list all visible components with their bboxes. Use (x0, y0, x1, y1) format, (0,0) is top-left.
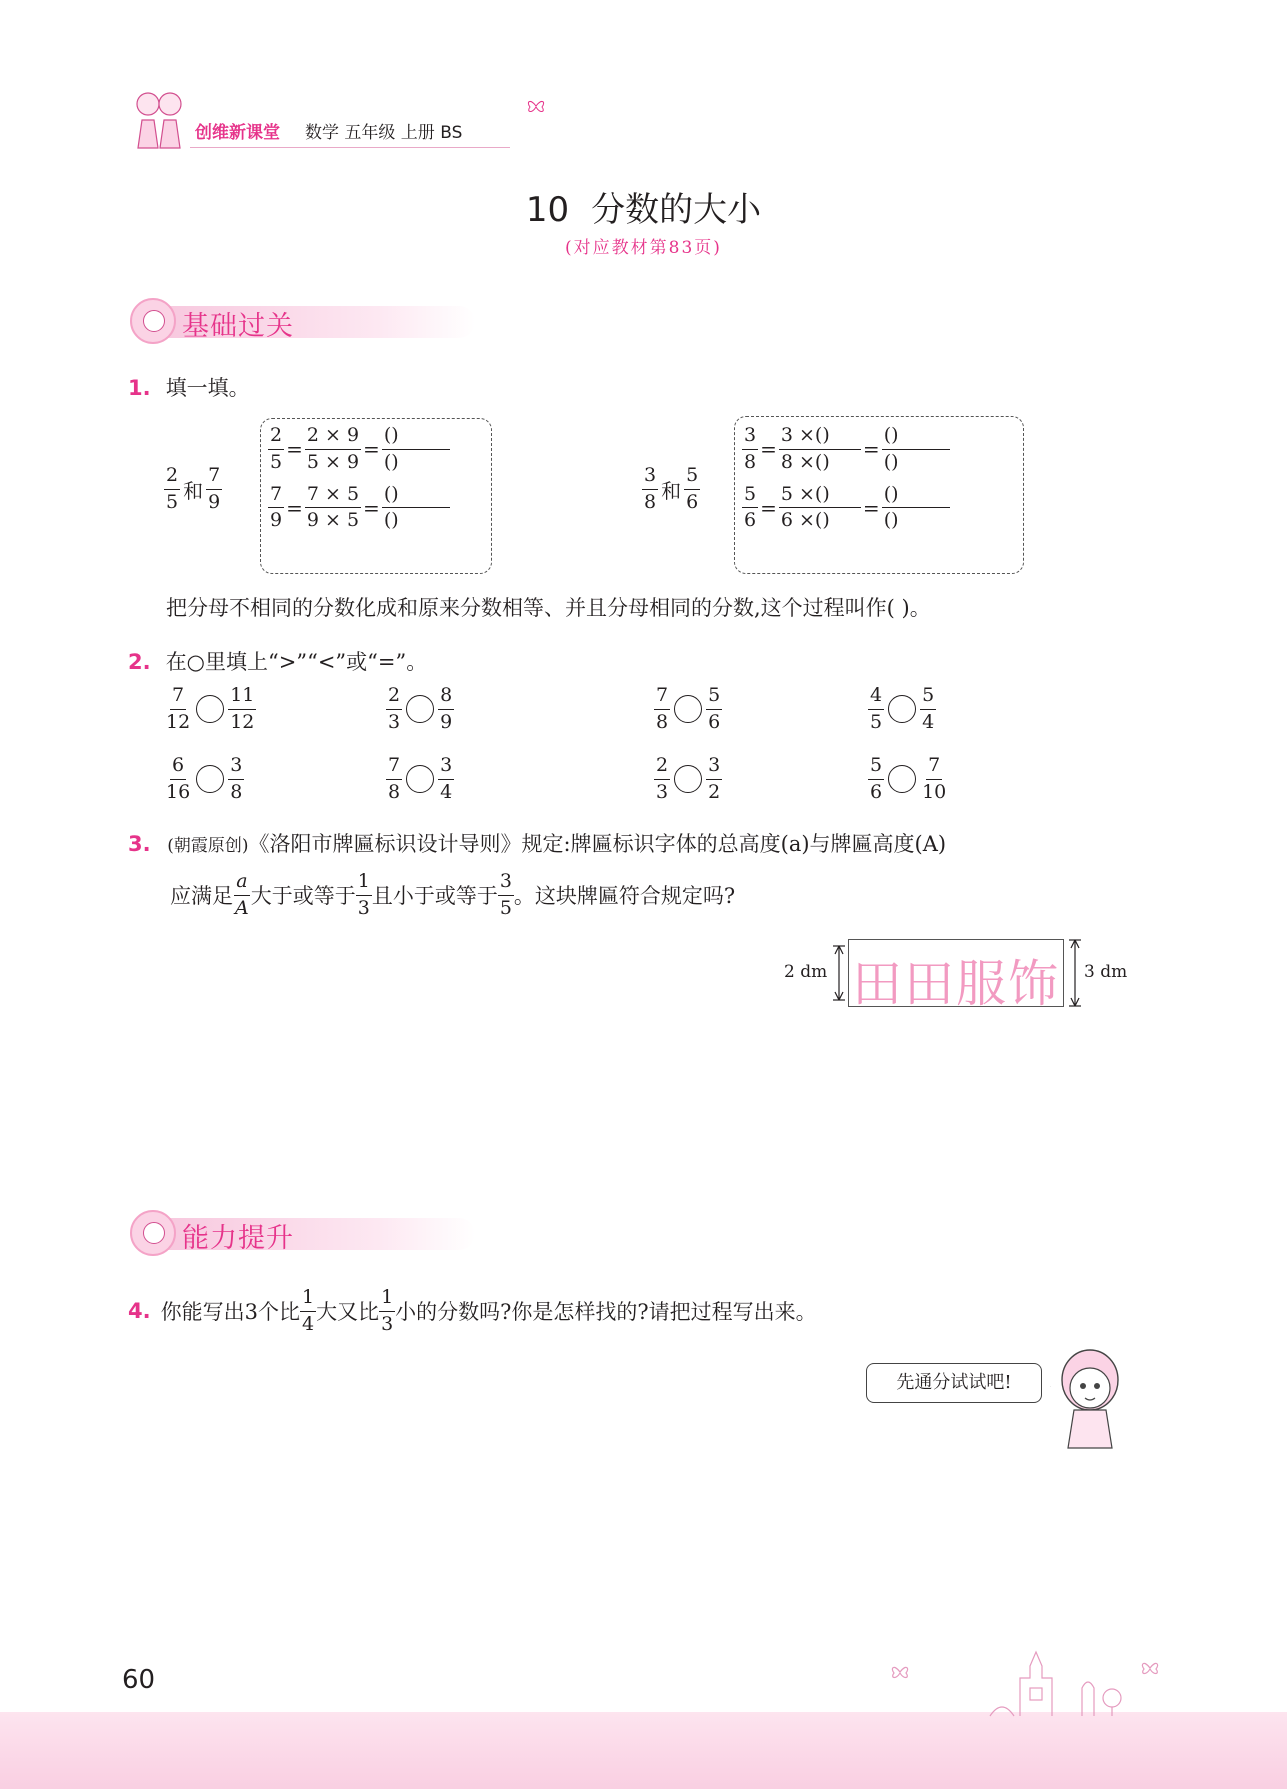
question-text: 《洛阳市牌匾标识设计导则》规定:牌匾标识字体的总高度(a)与牌匾高度(A) (248, 832, 947, 856)
lesson-title: 分数的大小 (591, 190, 762, 230)
answer-blank-fraction[interactable]: $\frac{5 \times()}{6 \times()}$ (779, 483, 861, 534)
fraction: $\frac{1}{4}$ (301, 1286, 315, 1335)
fraction: $\frac{7 \times 5}{9 \times 5}$ (306, 482, 360, 532)
fraction: $\frac{7}{10}$ (922, 754, 947, 803)
connector-word: 和 (183, 478, 204, 503)
connector-word: 和 (661, 478, 682, 503)
equation-row: $\frac{2}{5}$ = $\frac{2 \times 9}{5 \times 9}$ = $\frac{()}{()}$ (268, 424, 450, 475)
fraction: $\frac{7}{9}$ (270, 482, 283, 532)
question-number: 3. (128, 832, 151, 856)
fraction: $\frac{3}{5}$ (499, 870, 512, 919)
q1-right-pair (642, 464, 700, 515)
question-number: 2. (128, 650, 151, 674)
header-kids-illustration (128, 88, 190, 152)
fraction: $\frac{1}{3}$ (357, 870, 370, 919)
fraction: $\frac{6}{16}$ (166, 754, 191, 803)
answer-blank-fraction[interactable]: $\frac{()}{()}$ (382, 424, 450, 475)
q3-condition-line: 应满足 $\frac{a}{A}$ 大于或等于 $\frac{1}{3}$ 且小于或等于 $\frac{3}{5}$ 。这块牌匾符合规定吗? (170, 870, 736, 919)
page-title (0, 182, 1287, 231)
brand-name: 创维新课堂 (195, 123, 280, 143)
fraction: $\frac{5}{6}$ (708, 684, 721, 733)
compare-answer-circle[interactable] (674, 765, 702, 793)
q1-fill-sentence: 把分母不相同的分数化成和原来分数相等、并且分母相同的分数,这个过程叫作( )。 (166, 596, 931, 620)
header-butterfly-icon (526, 98, 546, 114)
compare-answer-circle[interactable] (674, 695, 702, 723)
fraction: $\frac{3}{8}$ (230, 754, 243, 803)
question-2-heading (128, 646, 427, 676)
page-number: 60 (122, 1665, 156, 1695)
question-3-heading (128, 828, 946, 858)
fraction: $\frac{2}{3}$ (656, 754, 669, 803)
fraction: $\frac{7}{8}$ (656, 684, 669, 733)
comparison-item (868, 684, 936, 735)
fraction: $\frac{5}{6}$ (870, 754, 883, 803)
fraction: $\frac{8}{9}$ (440, 684, 453, 733)
question-4: 4. 你能写出3个比 $\frac{1}{4}$ 大又比 $\frac{1}{3}$ 小的分数吗?你是怎样找的?请把过程写出来。 (128, 1286, 817, 1335)
sign-text-height-label: 2 dm (784, 962, 828, 982)
question-number: 1. (128, 376, 151, 400)
fraction: $\frac{3}{2}$ (708, 754, 721, 803)
fraction: $\frac{7}{9}$ (208, 464, 221, 513)
fraction: $\frac{3}{4}$ (440, 754, 453, 803)
fraction: $\frac{2}{5}$ (166, 464, 179, 513)
fraction: $\frac{3}{8}$ (744, 424, 757, 473)
question-source: (朝霞原创) (167, 836, 249, 856)
fraction: $\frac{7}{8}$ (388, 754, 401, 803)
comparison-item (654, 754, 722, 805)
fraction: $\frac{2}{3}$ (388, 684, 401, 733)
compare-answer-circle[interactable] (196, 695, 224, 723)
q2-comparison-grid (164, 684, 1024, 818)
smiley-icon (143, 310, 165, 332)
fraction: $\frac{11}{12}$ (230, 684, 255, 733)
answer-blank-fraction[interactable]: $\frac{3 \times()}{8 \times()}$ (779, 424, 861, 475)
fraction: $\frac{4}{5}$ (870, 684, 883, 733)
equation-row: $\frac{3}{8}$ = $\frac{3 \times()}{8 \times()}$ = $\frac{()}{()}$ (742, 424, 950, 475)
fraction: $\frac{a}{A}$ (235, 870, 249, 919)
comparison-item (164, 684, 256, 735)
question-prompt: 填一填。 (165, 376, 250, 400)
section-title: 能力提升 (182, 1223, 294, 1254)
question-number: 4. (128, 1299, 151, 1324)
fraction: $\frac{3}{8}$ (644, 464, 657, 513)
compare-answer-circle[interactable] (406, 765, 434, 793)
question-prompt: 在○里填上“>”“<”或“=”。 (165, 650, 428, 674)
lesson-number: 10 (525, 190, 570, 230)
comparison-item (654, 684, 722, 735)
equation-row: $\frac{5}{6}$ = $\frac{5 \times()}{6 \times()}$ = $\frac{()}{()}$ (742, 483, 950, 534)
header-divider (190, 147, 510, 148)
q1-right-equations (742, 424, 950, 533)
section-title: 基础过关 (182, 311, 294, 342)
fraction: $\frac{5}{6}$ (744, 482, 757, 532)
equation-row: $\frac{7}{9}$ = $\frac{7 \times 5}{9 \times 5}$ = $\frac{()}{()}$ (268, 483, 450, 534)
compare-answer-circle[interactable] (196, 765, 224, 793)
sign-height-label: 3 dm (1084, 962, 1128, 982)
girl-illustration (1050, 1346, 1130, 1450)
answer-blank-fraction[interactable]: $\frac{()}{()}$ (382, 483, 450, 534)
compare-answer-circle[interactable] (888, 765, 916, 793)
section-banner-advanced (130, 1210, 350, 1256)
fraction: $\frac{2}{5}$ (270, 424, 283, 473)
fraction: $\frac{2 \times 9}{5 \times 9}$ (306, 424, 360, 473)
hint-speech-bubble: 先通分试试吧! (866, 1363, 1042, 1403)
subject-info: 数学 五年级 上册 BS (305, 123, 463, 143)
sign-text: 田田服饰 (852, 955, 1060, 1013)
banner-badge (130, 298, 176, 344)
answer-blank-fraction[interactable]: $\frac{()}{()}$ (882, 424, 950, 475)
textbook-reference: (对应教材第83页) (565, 238, 722, 258)
shop-sign (848, 939, 1064, 1013)
fraction: $\frac{5}{6}$ (686, 464, 699, 513)
compare-answer-circle[interactable] (888, 695, 916, 723)
q1-left-equations (268, 424, 450, 533)
footer-band (0, 1712, 1287, 1789)
question-1-heading (128, 372, 250, 402)
sign-height-dimension-arrow (1068, 939, 1082, 1007)
section-banner-basic (130, 298, 350, 344)
footer-castle-decoration (890, 1648, 1170, 1718)
fraction: $\frac{7}{12}$ (166, 684, 191, 733)
fraction: $\frac{1}{3}$ (381, 1286, 394, 1335)
comparison-item (386, 754, 454, 805)
answer-blank-fraction[interactable]: $\frac{()}{()}$ (882, 483, 950, 534)
comparison-item (164, 754, 244, 805)
comparison-item (868, 754, 948, 805)
fraction: $\frac{5}{4}$ (922, 684, 935, 733)
compare-answer-circle[interactable] (406, 695, 434, 723)
banner-badge (130, 1210, 176, 1256)
q1-left-pair (164, 464, 222, 515)
comparison-item (386, 684, 454, 735)
text-height-dimension-arrow (832, 944, 846, 1002)
smiley-icon (143, 1222, 165, 1244)
